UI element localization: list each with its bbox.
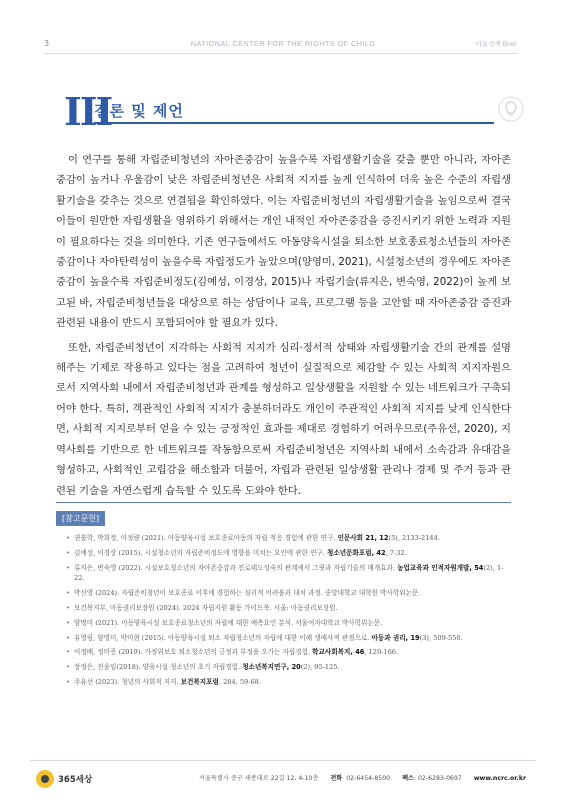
- reference-text: 이정배, 정미증 (2019). 가정위보호 퇴소청소년의 긍정과 부정을 오가는 자립경험.: [74, 648, 313, 657]
- reference-pages: , 129-166.: [364, 648, 399, 657]
- reference-source: 아동과 권리, 19: [371, 633, 420, 642]
- reference-item: [66, 549, 511, 559]
- footer-phone: 02-6454-8500: [346, 775, 391, 782]
- reference-pages: (5), 2133-2144.: [388, 534, 440, 542]
- reference-source: 청소년문화포럼, 42: [327, 548, 386, 557]
- logo-badge-icon: [36, 770, 54, 788]
- footer-contact: [189, 773, 526, 782]
- reference-item: [66, 678, 511, 688]
- page-footer: [0, 760, 566, 790]
- footer-fax: 02-6283-0697: [418, 775, 462, 782]
- reference-pages: . 284. 59-68.: [218, 678, 261, 687]
- reference-item: [66, 564, 511, 583]
- reference-pages: , 7-32.: [385, 548, 407, 557]
- paragraph-1: 이 연구를 통해 자립준비청년의 자아존중감이 높을수록 자립생활기술을 갖출 뿐만 아니라, 자아존중감이 높거나 우울감이 낮은 자립준비청년은 사회적 지지를 높게 인식하여 더욱 높은 수준의 자립생활기술을 갖추는 것으로 연결됨을 확인하였다. 이는 자립준비청년의 자립생활기술을 높임으로써 결국 이들이 원만한 자립생활을 영위하기 위해서는 개인 내적인 자아존중감을 증진시키기 위한 노력과 지원이 필요하다는 것을 의미한다. 기존 연구들에서도 아동양육시설을 퇴소한 보호종료청소년들의 자아존중감이나 자아탄력성이 높을수록 자립정도가 높았으며(양영미, 2021), 시설청소년의 경우에도 자아존중감이 높을수록 자립준비정도(김예성, 이경상, 2015)나 자립기술(류지은, 변숙영, 2022)이 높게 보고된 바, 자립준비청년들을 대상으로 하는 상담이나 교육, 프로그램 등을 고안할 때 자아존중감 증진과 관련된 내용이 반드시 포함되어야 할 필요가 있다.: [56, 154, 511, 330]
- reference-item: [66, 663, 511, 673]
- section-heading: [64, 89, 524, 134]
- reference-item: [66, 534, 511, 544]
- footer-address: 서울특별시 중구 세종대로 22길 12, 4-10층: [199, 775, 319, 782]
- page-header: [0, 30, 566, 54]
- reference-pages: (2), 95-125.: [300, 663, 340, 672]
- section-numeral: III: [64, 89, 112, 134]
- references-box: [56, 502, 511, 688]
- header-org: NATIONAL CENTER FOR THE RIGHTS OF CHILD: [190, 39, 376, 48]
- reference-item: [66, 634, 511, 644]
- lightbulb-icon: [498, 96, 524, 122]
- reference-source: 청소년복지연구, 20: [242, 663, 301, 672]
- reference-item: [66, 648, 511, 658]
- reference-text: 주유선 (2023). 청년의 사회적 지지.: [74, 678, 181, 687]
- reference-item: [66, 589, 511, 599]
- reference-text: 장정은, 전윤임(2018). 양육시설 청소년의 초기 자립경험.: [74, 663, 243, 672]
- header-series: 아동정책 Brief: [475, 41, 516, 48]
- reference-source: 학교사회복지, 46: [312, 648, 365, 657]
- footer-fax-label: 팩스: [402, 775, 415, 782]
- reference-text: 양명미 (2021). 아동양육시설 보호종료청소년의 자립에 대한 예측요인 분석. 서울여자대학교 박사학위논문.: [74, 618, 383, 627]
- reference-item: [66, 604, 511, 614]
- logo-text: 365세상: [58, 775, 93, 785]
- reference-text: 류지은, 변숙영 (2022). 시설보호청소년의 자아존중감과 진로태도성숙의 관계에서 그릿과 자립기술의 매개효과.: [74, 563, 398, 572]
- reference-pages: (3), 509-550.: [419, 633, 463, 642]
- reference-source: 인문사회 21, 12: [337, 534, 389, 542]
- reference-text: 김예성, 이경상 (2015). 시설청소년의 자립준비정도에 영향을 미치는 요인에 관한 연구.: [74, 548, 327, 557]
- reference-text: 권불학, 박희정, 이정량 (2021). 아동양육시설 보호종료아동의 자립 적응 경험에 관한 연구.: [74, 534, 338, 542]
- reference-pages: (2), 1-22.: [74, 563, 504, 582]
- section-title: 결론 및 제언: [94, 102, 184, 120]
- page-number: 3: [44, 39, 50, 48]
- footer-website[interactable]: www.ncrc.or.kr: [473, 775, 526, 782]
- reference-source: 농업교육과 인적자원개발, 54: [397, 563, 484, 572]
- paragraph-2: 또한, 자립준비청년이 지각하는 사회적 지지가 심리·정서적 상태와 자립생활기술 간의 관계를 설명해주는 기제로 작용하고 있다는 점을 고려하여 청년이 실질적으로 체감할 수 있는 사회적 지지자원으로서 지역사회 내에서 자립준비청년과 관계를 형성하고 일상생활을 지원할 수 있는 네트워크가 구축되어야 한다. 특히, 객관적인 사회적 지지가 충분하더라도 개인이 주관적인 사회적 지지를 낮게 인식한다면, 사회적 지지로부터 얻을 수 있는 긍정적인 효과를 제대로 경험하기 어려우므로(주유선, 2020), 지역사회를 기반으로 한 네트워크를 작동함으로써 자립준비청년은 지역사회 내에서 소속감과 유대감을 형성하고, 사회적인 고립감을 해소함과 더불어, 자립과 관련된 일상생활 관리나 경제 및 주거 등과 관련된 기술을 자연스럽게 습득할 수 있도록 도와야 한다.: [56, 341, 511, 497]
- reference-text: 박신영 (2024). 자립준비청년이 보호종료 이후에 경험하는 심리적 어려움과 대처 과정. 중앙대학교 대학원 박사학위논문.: [74, 588, 421, 597]
- references-label: [참고문헌]: [56, 511, 105, 526]
- footer-phone-label: 전화: [330, 775, 343, 782]
- footer-divider: [30, 760, 536, 761]
- body-text: [56, 150, 511, 505]
- reference-text: 유영림, 양영미, 박미현 (2015). 아동양육시설 퇴소 자립청소년의 자립에 대한 이해 생애사적 관점으로.: [74, 633, 372, 642]
- references-list: [56, 534, 511, 688]
- reference-item: [66, 619, 511, 629]
- section-underline: [94, 122, 494, 124]
- reference-text: 보건복지부, 아동권리보장원 (2024). 2024 자립지원 활동 가이드북. 서울: 아동권리보장원.: [74, 603, 338, 612]
- header-divider: [44, 53, 518, 54]
- reference-source: 보건복지포럼: [180, 678, 219, 687]
